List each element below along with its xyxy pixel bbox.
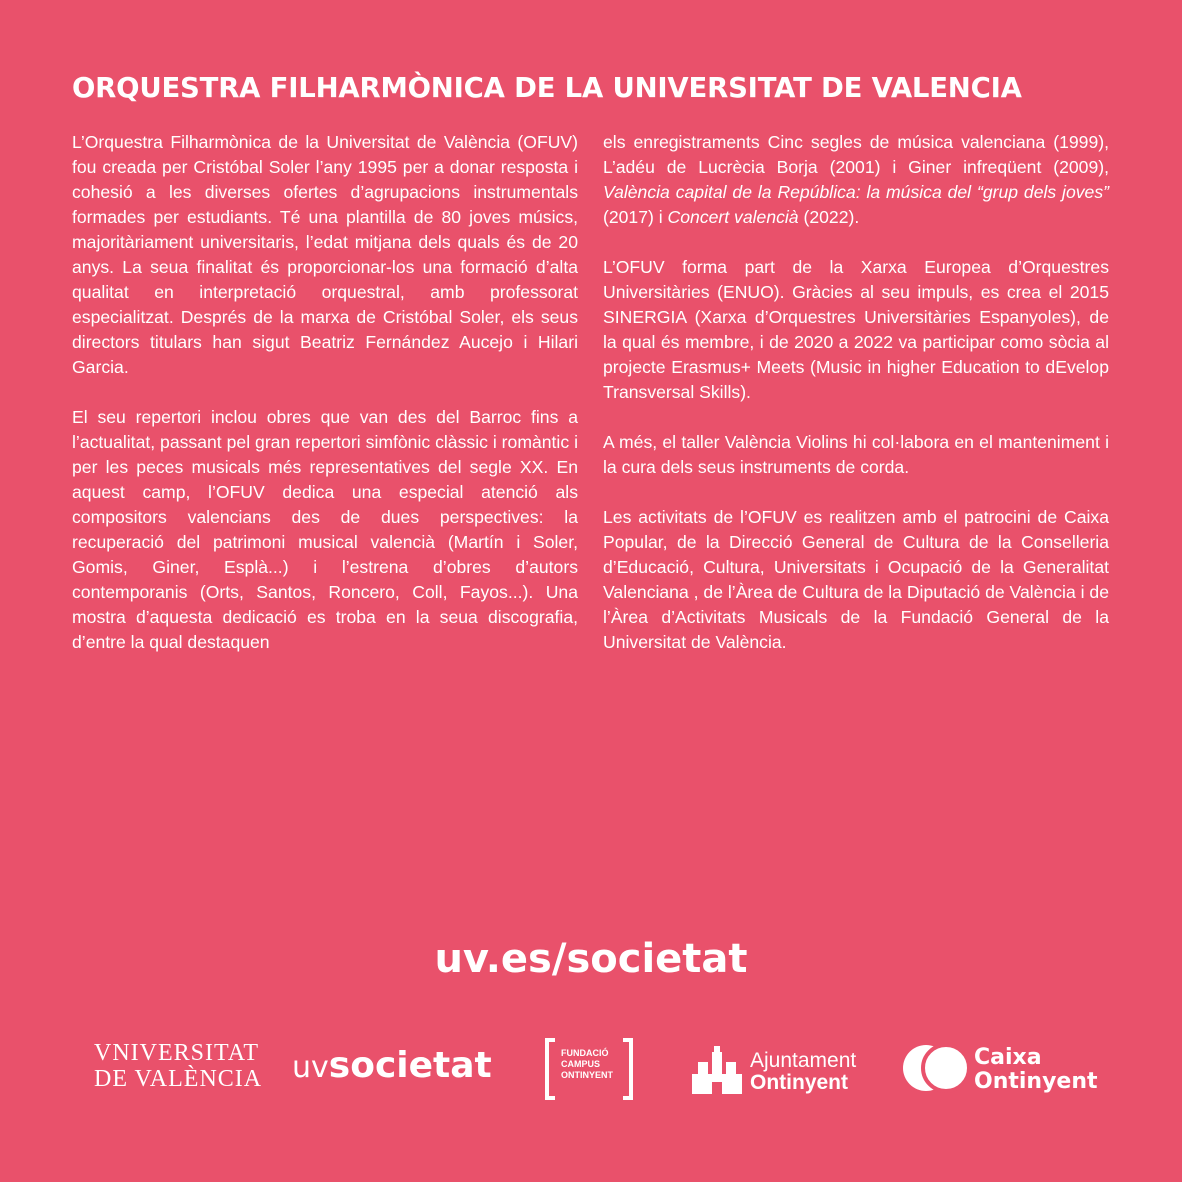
ajuntament-line1: Ajuntament	[750, 1049, 857, 1072]
caixa-line1: Caixa	[974, 1045, 1042, 1070]
uv-societat-logo	[292, 1046, 492, 1088]
fundacio-line1: FUNDACIÓ	[561, 1048, 609, 1058]
website-url[interactable]: uv.es/societat	[434, 936, 748, 982]
uv-societat-societat: societat	[328, 1045, 492, 1086]
repertoire-paragraph: El seu repertori inclou obres que van des del Barroc fins a l’actualitat, passant pel gran repertori simfònic clàssic i romàntic i per les peces musicals més representatives del segle XX. En aquest camp, l’OFUV dedica una especial atenció als compositors valencians des de dues perspectives: la recuperació del patrimoni musical valencià (Martín i Soler, Gomis, Giner, Esplà...) i l’estrena d’obres d’autors contemporanis (Orts, Santos, Roncero, Coll, Fayos...). Una mostra d’aquesta dedicació es troba en la seua discografia, d’entre la qual destaquen	[72, 407, 578, 652]
discography-text-2: (2017) i	[603, 207, 668, 227]
castle-icon	[690, 1044, 744, 1096]
fundacio-campus-ontinyent-logo	[545, 1038, 633, 1100]
sponsors-paragraph: Les activitats de l’OFUV es realitzen amb el patrocini de Caixa Popular, de la Direcció General de Cultura de la Conselleria d’Educació, Cultura, Universitats i Ocupació de la Generalitat Valenciana , de l’Àrea de Cultura de la Diputació de València i de l’Àrea d’Activitats Musicals de la Fundació General de la Universitat de València.	[603, 507, 1109, 652]
violins-paragraph: A més, el taller València Violins hi col·labora en el manteniment i la cura dels seus instruments de corda.	[603, 432, 1109, 477]
discography-paragraph	[603, 130, 1109, 230]
ajuntament-ontinyent-logo	[690, 1044, 860, 1100]
networks-paragraph: L’OFUV forma part de la Xarxa Europea d’Orquestres Universitàries (ENUO). Gràcies al seu impuls, es crea el 2015 SINERGIA (Xarxa d’Orquestres Universitàries Espanyoles), de la qual és membre, i de 2020 a 2022 va participar como sòcia al projecte Erasmus+ Meets (Music in higher Education to dEvelop Transversal Skills).	[603, 257, 1109, 402]
right-column	[603, 130, 1109, 680]
uv-societat-uv: uv	[292, 1050, 329, 1085]
caixa-line2: Ontinyent	[974, 1069, 1098, 1094]
fundacio-line3: ONTINYENT	[561, 1070, 614, 1080]
caixa-ontinyent-logo	[902, 1042, 1102, 1098]
uv-logo-line1: VNIVERSITAT	[94, 1040, 260, 1066]
uv-logo-line2: DE VALÈNCIA	[94, 1066, 263, 1092]
album-title-2022: Concert valencià	[667, 207, 799, 227]
sponsor-logos	[0, 1040, 1182, 1104]
universitat-valencia-logo	[94, 1040, 262, 1092]
history-paragraph: L’Orquestra Filharmònica de la Universitat de València (OFUV) fou creada per Cristóbal Soler l’any 1995 per a donar resposta i cohesió a les diverses ofertes d’agrupacions instrumentals formades per estudiants. Té una plantilla de 80 joves músics, majoritàriament universitaris, l’edat mitjana dels quals és de 20 anys. La seua finalitat és proporcionar-los una formació d’alta qualitat en interpretació orquestral, amb professorat especialitzat. Després de la marxa de Cristóbal Soler, els seus directors titulars han sigut Beatriz Fernández Aucejo i Hilari Garcia.	[72, 132, 578, 377]
fundacio-line2: CAMPUS	[561, 1059, 601, 1069]
page-title: ORQUESTRA FILHARMÒNICA DE LA UNIVERSITAT DE VALENCIA	[72, 72, 1022, 104]
caixa-circles-icon	[902, 1042, 972, 1094]
discography-text-3: (2022).	[798, 207, 860, 227]
left-column	[72, 130, 578, 680]
discography-text: els enregistraments Cinc segles de música valenciana (1999), L’adéu de Lucrècia Borja (2001) i Giner infreqüent (2009),	[603, 132, 1109, 177]
album-title-2017: València capital de la República: la música del “grup dels joves”	[603, 182, 1109, 202]
ajuntament-line2: Ontinyent	[750, 1071, 848, 1094]
